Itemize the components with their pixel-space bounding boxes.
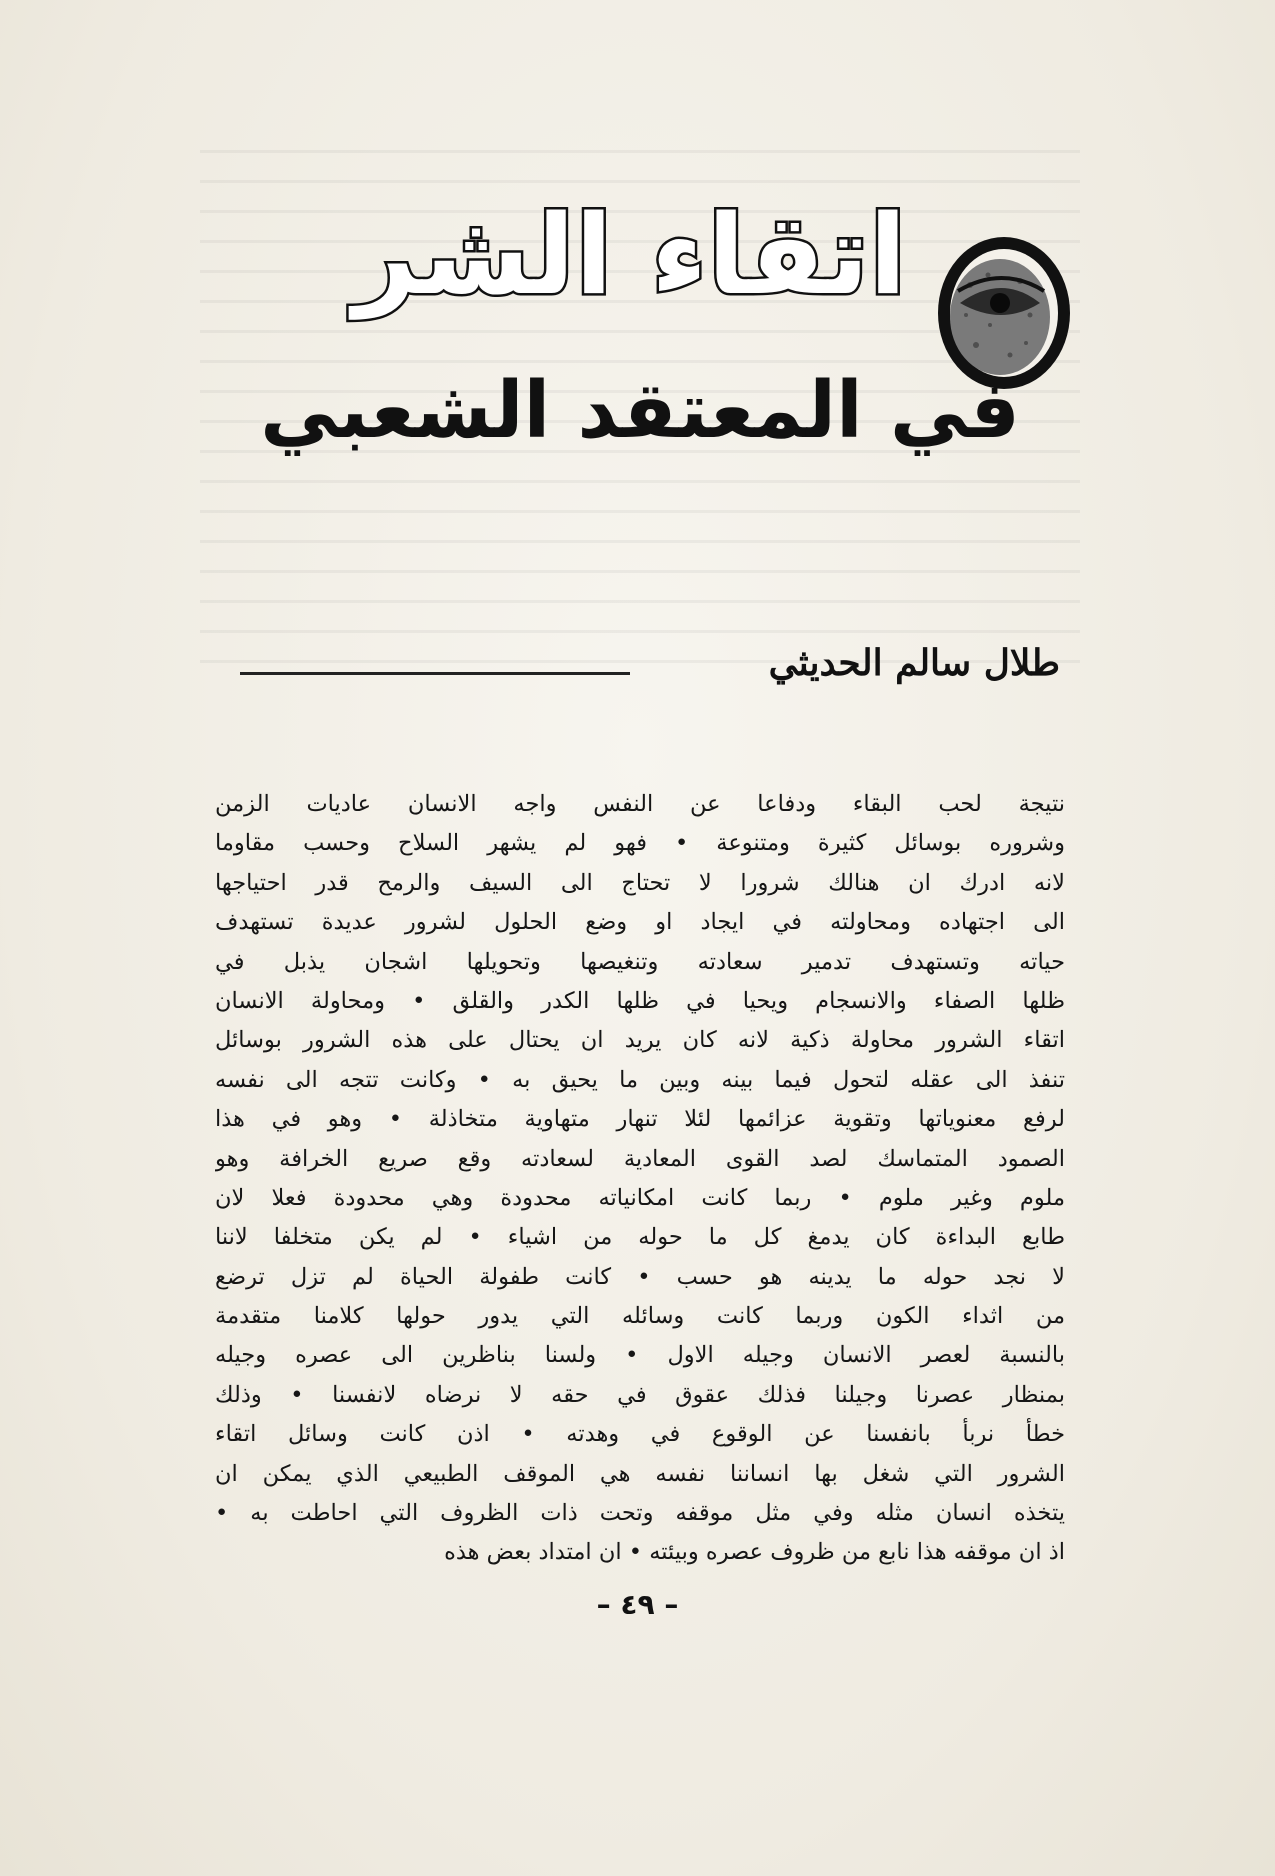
article-body bbox=[215, 785, 1065, 1573]
body-line: لانه ادرك ان هنالك شرورا لا تحتاج الى السيف والرمح قدر احتياجها bbox=[215, 869, 1065, 896]
author-name: طلال سالم الحديثي bbox=[768, 642, 1060, 684]
body-line: من اثداء الكون وربما كانت وسائله التي يدور حولها كلامنا متقدمة bbox=[215, 1303, 1065, 1330]
author-divider bbox=[240, 672, 630, 675]
body-line: ملوم وغير ملوم • ربما كانت امكانياته محدودة وهي محدودة فعلا لان bbox=[215, 1184, 1065, 1211]
body-line: يتخذه انسان مثله وفي مثل موقفه وتحت ذات الظروف التي احاطت به • bbox=[215, 1500, 1065, 1527]
body-line: اذ ان موقفه هذا نابع من ظروف عصره وبيئته • ان امتداد بعض هذه bbox=[444, 1539, 1065, 1566]
title-line-2: في المعتقد الشعبي bbox=[260, 366, 1020, 456]
body-line: لا نجد حوله ما يدينه هو حسب • كانت طفولة الحياة لم تزل ترضع bbox=[215, 1263, 1065, 1290]
article-title-block bbox=[230, 185, 1080, 515]
body-line: الشرور التي شغل بها انساننا نفسه هي الموقف الطبيعي الذي يمكن ان bbox=[215, 1460, 1065, 1487]
author-row bbox=[240, 640, 1060, 700]
body-line: الى اجتهاده ومحاولته في ايجاد او وضع الحلول لشرور عديدة تستهدف bbox=[215, 909, 1065, 936]
body-line: حياته وتستهدف تدمير سعادته وتنغيصها وتحويلها اشجان يذبل في bbox=[215, 948, 1065, 975]
title-line-1: اتقاء الشر bbox=[353, 191, 907, 319]
body-line: ظلها الصفاء والانسجام ويحيا في ظلها الكدر والقلق • ومحاولة الانسان bbox=[215, 987, 1065, 1014]
body-line: اتقاء الشرور محاولة ذكية لانه كان يريد ان يحتال على هذه الشرور بوسائل bbox=[215, 1027, 1065, 1054]
body-line: الصمود المتماسك لصد القوى المعادية لسعادته وقع صريع الخرافة وهو bbox=[215, 1145, 1065, 1172]
body-line: نتيجة لحب البقاء ودفاعا عن النفس واجه الانسان عاديات الزمن bbox=[215, 791, 1065, 817]
page-number: – ٤٩ – bbox=[596, 1588, 679, 1621]
body-line: بالنسبة لعصر الانسان وجيله الاول • ولسنا بناظرين الى عصره وجيله bbox=[215, 1342, 1065, 1369]
body-line: لرفع معنوياتها وتقوية عزائمها لئلا تنهار متهاوية متخاذلة • وهو في هذا bbox=[215, 1106, 1065, 1133]
body-line: طابع البداءة كان يدمغ كل ما حوله من اشياء • لم يكن متخلفا لاننا bbox=[215, 1224, 1065, 1251]
body-line: وشروره بوسائل كثيرة ومتنوعة • فهو لم يشهر السلاح وحسب مقاوما bbox=[215, 830, 1065, 857]
body-line: بمنظار عصرنا وجيلنا فذلك عقوق في حقه لا نرضاه لانفسنا • وذلك bbox=[215, 1381, 1065, 1408]
body-line: خطأ نربأ بانفسنا عن الوقوع في وهدته • اذن كانت وسائل اتقاء bbox=[215, 1421, 1065, 1448]
body-line: تنفذ الى عقله لتحول فيما بينه وبين ما يحيق به • وكانت تتجه الى نفسه bbox=[215, 1066, 1065, 1093]
